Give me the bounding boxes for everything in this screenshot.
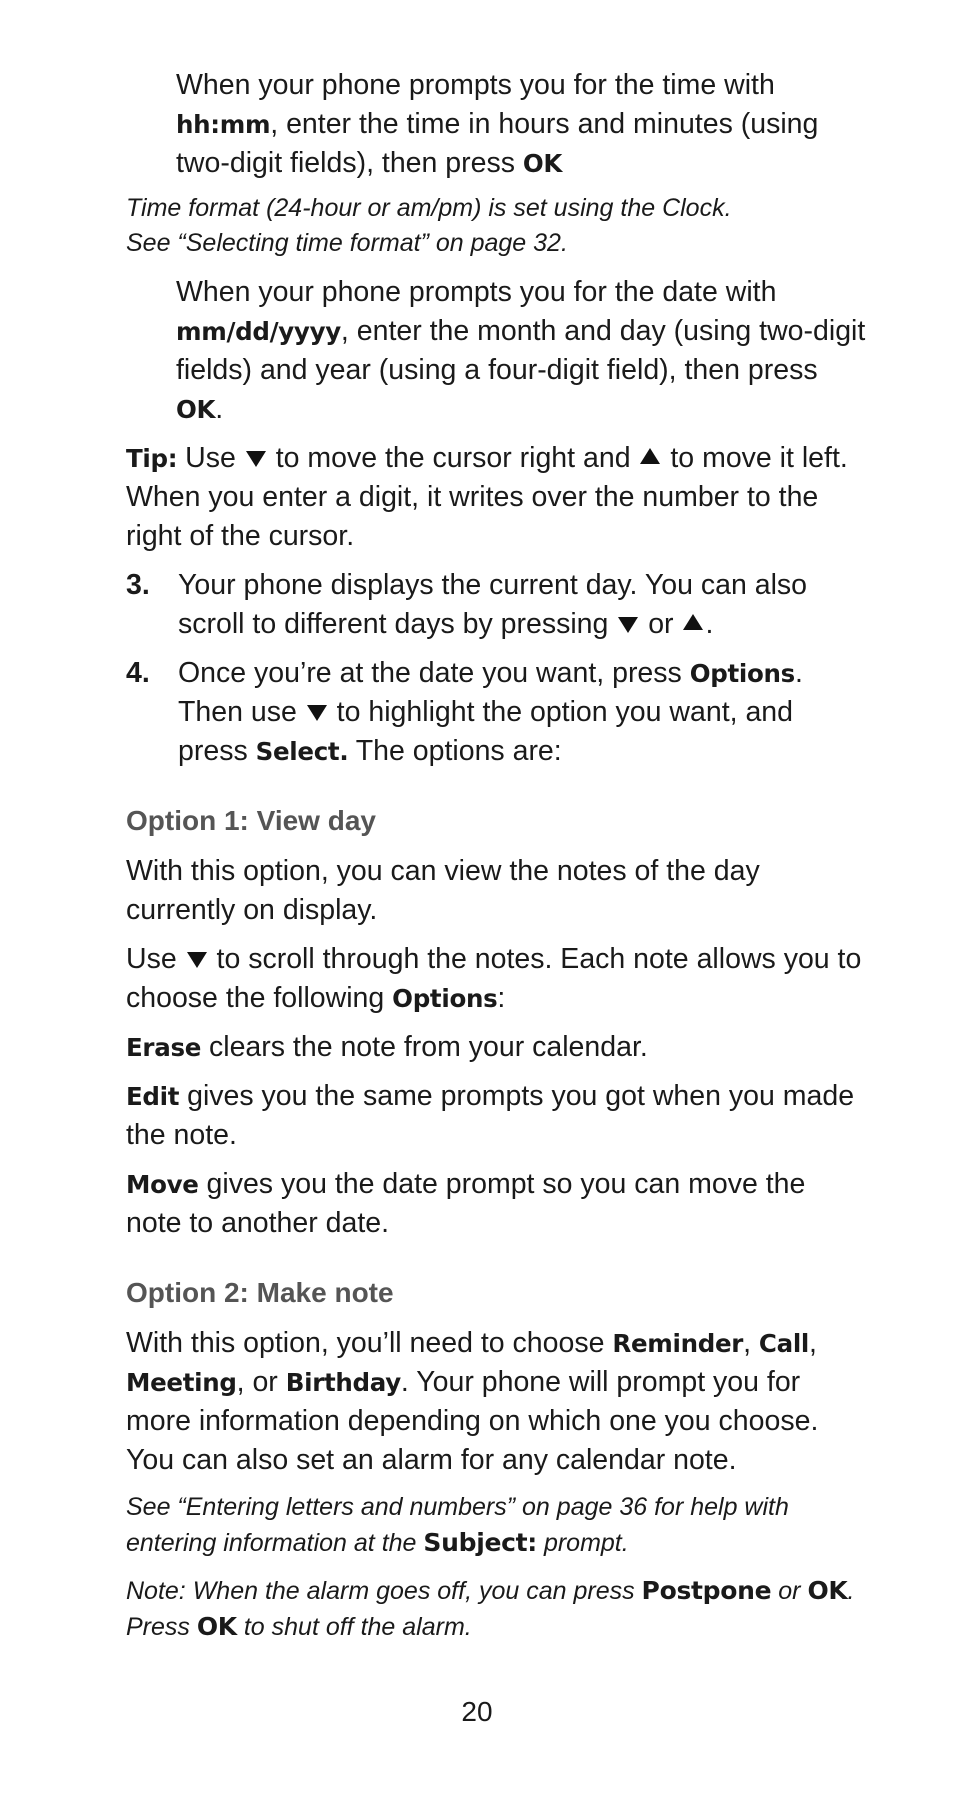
text: The options are:	[348, 735, 562, 767]
text: See “Entering letters and numbers” on page 36 for help with entering information at the	[126, 1493, 789, 1557]
key-term: OK	[176, 395, 216, 424]
text: Note: When the alarm goes off, you can press	[126, 1577, 642, 1605]
key-term: hh:mm	[176, 110, 271, 139]
down-arrow-icon	[618, 617, 638, 633]
step-number: 4.	[126, 657, 150, 689]
key-term: Move	[126, 1170, 199, 1199]
move-paragraph	[126, 1165, 866, 1243]
key-term: OK	[807, 1576, 848, 1605]
option-2-description	[126, 1324, 866, 1480]
text: Use	[126, 943, 185, 975]
key-term: Edit	[126, 1082, 180, 1111]
page-number: 20	[461, 1696, 493, 1727]
text: to highlight the option you want, and press	[178, 696, 794, 767]
tip-paragraph	[126, 439, 866, 556]
key-term: Postpone	[641, 1576, 772, 1605]
text: gives you the date prompt so you can move the note to another date.	[126, 1168, 806, 1239]
key-term: Erase	[126, 1033, 202, 1062]
text: or	[771, 1577, 808, 1605]
text: Your phone displays the current day. You can also scroll to different days by pressing	[178, 569, 808, 640]
up-arrow-icon	[640, 448, 660, 464]
text: . Press	[126, 1577, 855, 1641]
down-arrow-icon	[307, 705, 327, 721]
key-term: mm/dd/yyyy	[176, 317, 341, 346]
text: gives you the same prompts you got when you made the note.	[126, 1080, 855, 1151]
text: .	[215, 393, 224, 425]
time-prompt-paragraph	[126, 66, 866, 183]
edit-paragraph	[126, 1077, 866, 1155]
text: to shut off the alarm.	[236, 1613, 472, 1641]
key-term: Options	[392, 984, 498, 1013]
text: Once you’re at the date you want, press	[178, 657, 690, 689]
text: , enter the time in hours and minutes (using two-digit fields), then press	[176, 108, 819, 179]
key-term: Subject:	[423, 1528, 537, 1557]
text: When your phone prompts you for the date with	[176, 276, 777, 308]
text: . Then use	[178, 657, 803, 728]
text: to move the cursor right and	[267, 442, 639, 474]
step-number: 3.	[126, 569, 150, 601]
text: clears the note from your calendar.	[201, 1031, 648, 1063]
text: , or	[236, 1366, 286, 1398]
text: ,	[809, 1327, 817, 1359]
manual-page	[126, 66, 866, 1645]
down-arrow-icon	[187, 952, 207, 968]
time-format-note	[126, 191, 866, 261]
text: :	[497, 982, 506, 1014]
text: prompt.	[537, 1529, 629, 1557]
step-4	[126, 654, 866, 771]
text: . Your phone will prompt you for more information depending on which one you choose. You can also set an alarm for any calendar note.	[126, 1366, 819, 1476]
text: Time format (24-hour or am/pm) is set using the Clock.	[126, 194, 732, 222]
erase-paragraph	[126, 1028, 866, 1067]
text: or	[640, 608, 682, 640]
key-term: Options	[689, 659, 795, 688]
key-term: Meeting	[126, 1368, 237, 1397]
step-3	[126, 566, 866, 644]
text: , enter the month and day (using two-digit fields) and year (using a four-digit field), then press	[176, 315, 866, 386]
key-term: OK	[196, 1612, 237, 1641]
key-term: Select.	[255, 737, 349, 766]
text: With this option, you’ll need to choose	[126, 1327, 613, 1359]
down-arrow-icon	[246, 451, 266, 467]
text: to move it left. When you enter a digit, it writes over the number to the right of the cursor.	[126, 442, 848, 552]
text: Use	[177, 442, 244, 474]
option-1-heading: Option 1: View day	[126, 805, 376, 836]
up-arrow-icon	[683, 614, 703, 630]
text: See “Selecting time format” on page 32.	[126, 229, 568, 257]
text: .	[705, 608, 714, 640]
key-term: Reminder	[612, 1329, 744, 1358]
tip-label: Tip:	[126, 444, 178, 473]
text: to scroll through the notes. Each note allows you to choose the following	[126, 943, 862, 1014]
see-entering-letters-note	[126, 1490, 866, 1561]
key-term: Birthday	[285, 1368, 401, 1397]
key-term: Call	[758, 1329, 810, 1358]
option-1-description: With this option, you can view the notes of the day currently on display.	[126, 855, 760, 926]
key-term: OK	[522, 149, 563, 178]
option-2-heading: Option 2: Make note	[126, 1277, 394, 1308]
date-prompt-paragraph	[126, 273, 866, 429]
option-1-scroll-paragraph	[126, 940, 866, 1018]
alarm-note	[126, 1573, 866, 1645]
text: ,	[743, 1327, 759, 1359]
text: When your phone prompts you for the time with	[176, 69, 775, 101]
